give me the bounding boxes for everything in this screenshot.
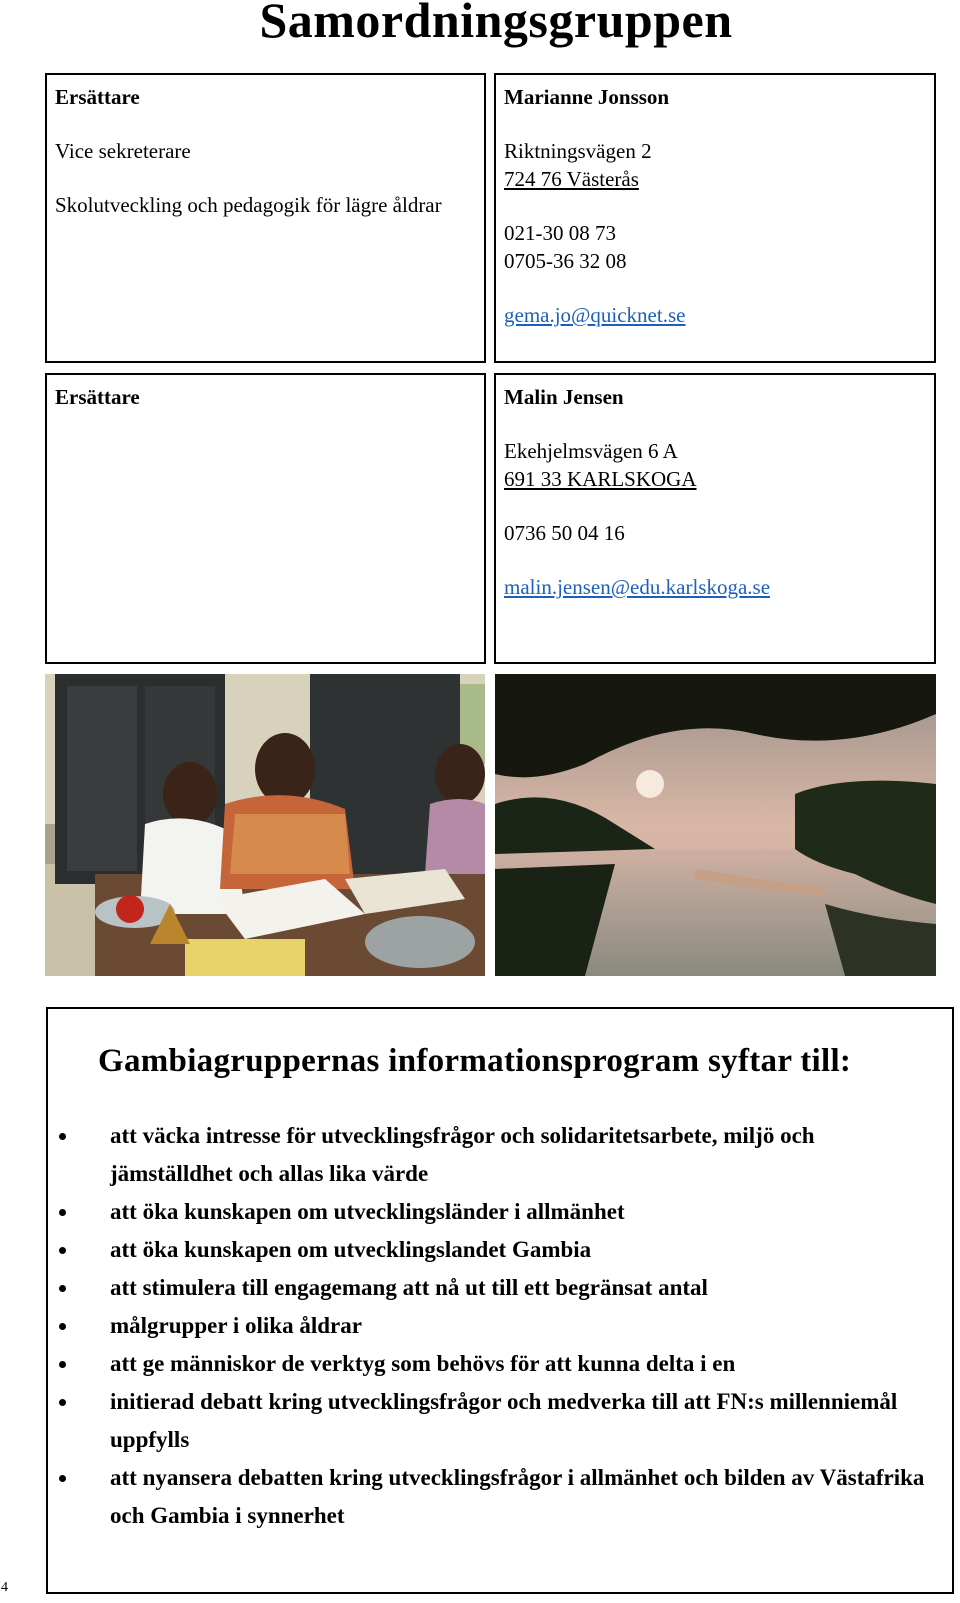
- goals-box: [46, 1007, 954, 1594]
- bullet-icon: [59, 1361, 66, 1368]
- contact-phone: 021-30 08 73: [504, 221, 616, 245]
- goal-text: att nyansera debatten kring utvecklingsfrågor i allmänhet och bilden av Västafrika och Gambia i synnerhet: [110, 1465, 925, 1528]
- contact-street: Riktningsvägen 2: [504, 139, 652, 163]
- goal-item: [48, 1231, 952, 1269]
- bullet-icon: [59, 1209, 66, 1216]
- contact-phone: 0736 50 04 16: [504, 521, 625, 545]
- contact-street: Ekehjelmsvägen 6 A: [504, 439, 678, 463]
- goal-text: att öka kunskapen om utvecklingsländer i allmänhet: [110, 1199, 625, 1224]
- goal-item: [48, 1269, 952, 1307]
- contact-email-link[interactable]: gema.jo@quicknet.se: [504, 303, 686, 327]
- goal-text: att öka kunskapen om utvecklingslandet Gambia: [110, 1237, 592, 1262]
- goal-item: [48, 1345, 952, 1383]
- contact-1-role-box: [45, 73, 486, 363]
- contact-area: Skolutveckling och pedagogik för lägre åldrar: [55, 193, 442, 217]
- contact-email-link[interactable]: malin.jensen@edu.karlskoga.se: [504, 575, 771, 599]
- bullet-icon: [59, 1323, 66, 1330]
- contact-1-address-box: [494, 73, 936, 363]
- contact-postal: 724 76 Västerås: [504, 167, 639, 191]
- contact-name: Marianne Jonsson: [504, 85, 670, 109]
- classroom-photo: [45, 674, 485, 976]
- goals-list: [48, 1117, 952, 1535]
- contact-mobile: 0705-36 32 08: [504, 249, 627, 273]
- goal-text: initierad debatt kring utvecklingsfrågor och medverka till att FN:s millenniemål uppfylls: [110, 1389, 898, 1452]
- goal-text: målgrupper i olika åldrar: [110, 1313, 362, 1338]
- contact-postal: 691 33 KARLSKOGA: [504, 467, 697, 491]
- contact-title: Vice sekreterare: [55, 139, 191, 163]
- goal-text: att ge människor de verktyg som behövs för att kunna delta i en: [110, 1351, 736, 1376]
- goal-item: [48, 1307, 952, 1345]
- bullet-icon: [59, 1133, 66, 1140]
- page-number: 4: [1, 1580, 8, 1595]
- contact-2-address-box: [494, 373, 936, 664]
- bullet-icon: [59, 1475, 66, 1482]
- contact-2-role-box: [45, 373, 486, 664]
- goal-text: att stimulera till engagemang att nå ut till ett begränsat antal: [110, 1275, 708, 1300]
- contact-name: Malin Jensen: [504, 385, 624, 409]
- goal-text: att väcka intresse för utvecklingsfrågor och solidaritetsarbete, miljö och jämställdhet och allas lika värde: [110, 1123, 815, 1186]
- page-title: Samordningsgruppen: [259, 0, 733, 48]
- goal-item: [48, 1383, 952, 1459]
- bullet-icon: [59, 1247, 66, 1254]
- goal-item: [48, 1193, 952, 1231]
- contact-role: Ersättare: [55, 85, 140, 109]
- bullet-icon: [59, 1399, 66, 1406]
- river-sunset-photo: [495, 674, 936, 976]
- contact-role: Ersättare: [55, 385, 140, 409]
- goal-item: [48, 1117, 952, 1193]
- goal-item: [48, 1459, 952, 1535]
- goals-heading: Gambiagruppernas informationsprogram syftar till:: [98, 1043, 852, 1079]
- bullet-icon: [59, 1285, 66, 1292]
